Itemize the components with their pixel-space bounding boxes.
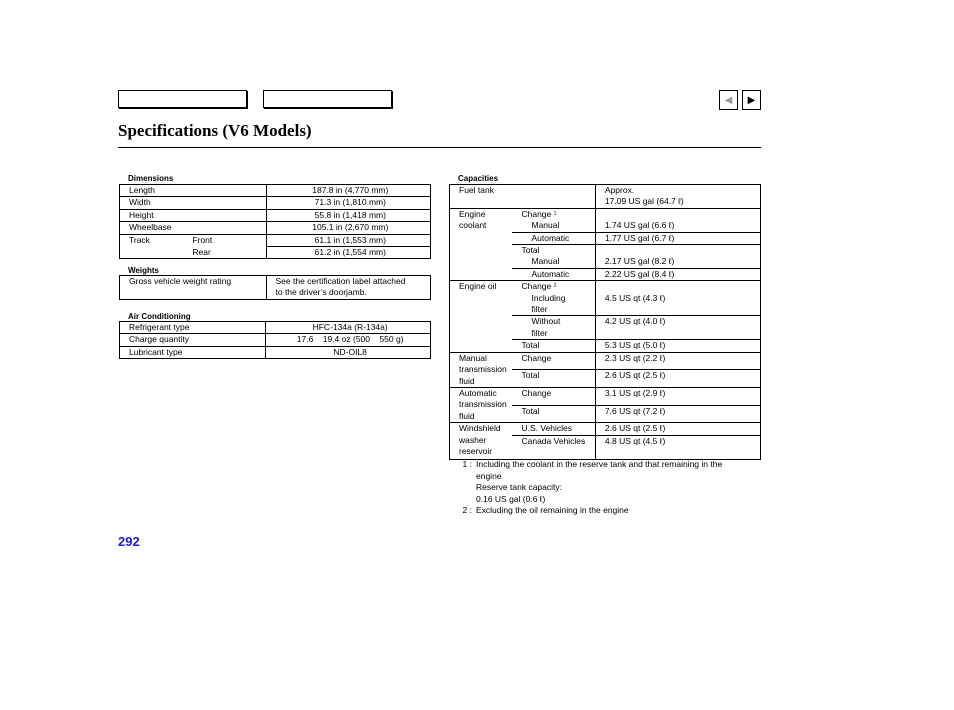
row-value: ND-OIL8	[266, 346, 431, 358]
footnote-line: engine	[476, 470, 502, 481]
page-number: 292	[118, 534, 140, 549]
row-label: Refrigerant type	[120, 322, 266, 334]
table-row	[120, 234, 431, 246]
row-value: 4.5 US qt (4.3 ℓ)	[595, 281, 760, 316]
row-sublabel: Change	[512, 352, 595, 370]
table-row	[450, 281, 761, 316]
table-row	[450, 423, 761, 435]
footnote-text	[476, 459, 766, 505]
manual-label: Manual	[531, 256, 560, 267]
row-value: 55.8 in (1,418 mm)	[266, 209, 430, 221]
row-value: 4.2 US qt (4.0 ℓ)	[595, 316, 760, 340]
label-line: fluid	[459, 375, 475, 386]
row-value	[595, 185, 760, 209]
table-row	[120, 322, 431, 334]
dimensions-heading: Dimensions	[128, 174, 174, 183]
label-line: fluid	[459, 410, 475, 421]
row-sublabel	[512, 245, 595, 269]
row-sublabel	[512, 208, 595, 232]
row-sublabel	[512, 232, 595, 244]
filter-label: filter	[531, 304, 548, 315]
nav-tab-1[interactable]	[118, 90, 247, 108]
table-row	[450, 185, 761, 209]
row-value: 17.6 19.4 oz (500 550 g)	[266, 334, 431, 346]
row-label: Charge quantity	[120, 334, 266, 346]
footnote-mark: 1	[553, 210, 557, 217]
table-row	[120, 222, 431, 234]
row-value: 61.2 in (1,554 mm)	[266, 247, 430, 259]
footnote-number: 2 :	[462, 505, 472, 515]
row-label: Track	[120, 234, 184, 259]
row-sublabel	[512, 281, 595, 316]
dimensions-table	[119, 184, 431, 259]
capacities-table	[449, 184, 761, 460]
row-label	[450, 387, 513, 422]
label-line: transmission	[459, 399, 507, 410]
row-label: Engine oil	[450, 281, 513, 352]
right-triangle-icon: ▶	[747, 94, 756, 106]
air-conditioning-table	[119, 321, 431, 359]
table-row	[450, 352, 761, 370]
footnote-line: Including the coolant in the reserve tank and that remaining in the	[476, 459, 723, 469]
footnote-mark: 2	[553, 283, 557, 290]
value-line: Approx.	[604, 185, 635, 195]
label-line: coolant	[459, 220, 487, 231]
row-value: HFC-134a (R-134a)	[266, 322, 431, 334]
value-line: See the certification label attached	[275, 276, 406, 286]
row-value: 2.6 US qt (2.5 ℓ)	[595, 423, 760, 435]
row-value: 2.6 US qt (2.5 ℓ)	[595, 370, 760, 388]
row-value: 1.74 US gal (6.6 ℓ)	[595, 208, 760, 232]
row-value: 1.77 US gal (6.7 ℓ)	[595, 232, 760, 244]
footnote-line: Excluding the oil remaining in the engine	[476, 505, 629, 515]
row-label: Width	[120, 197, 267, 209]
row-label	[450, 352, 513, 387]
label-line: transmission	[459, 364, 507, 375]
automatic-label: Automatic	[531, 268, 570, 279]
footnote-line: 0.16 US gal (0.6 ℓ)	[476, 493, 546, 504]
row-sublabel: Total	[512, 370, 595, 388]
label-line: reservoir	[459, 445, 493, 456]
without-label: Without	[531, 316, 561, 327]
row-sublabel: Total	[512, 340, 595, 352]
footnote-number: 1 :	[462, 459, 472, 469]
row-value: 2.3 US qt (2.2 ℓ)	[595, 352, 760, 370]
value-line: 17.09 US gal (64.7 ℓ)	[604, 196, 684, 207]
change-label: Change	[521, 281, 552, 292]
row-label: Wheelbase	[120, 222, 267, 234]
row-sublabel: Change	[512, 387, 595, 405]
row-value: 2.22 US gal (8.4 ℓ)	[595, 268, 760, 280]
row-label-spacer	[450, 245, 513, 281]
row-value: 3.1 US qt (2.9 ℓ)	[595, 387, 760, 405]
row-value: 61.1 in (1,553 mm)	[266, 234, 430, 246]
page-title: Specifications (V6 Models)	[118, 121, 312, 140]
table-row	[120, 209, 431, 221]
row-sublabel: Rear	[183, 247, 266, 259]
footnote-text	[476, 505, 766, 517]
capacities-heading: Capacities	[458, 174, 499, 183]
table-row	[120, 197, 431, 209]
row-value: 7.6 US qt (7.2 ℓ)	[595, 405, 760, 423]
row-label: Gross vehicle weight rating	[120, 276, 267, 300]
label-line: Manual	[459, 352, 487, 363]
row-sublabel	[512, 268, 595, 280]
label-line: Automatic	[459, 387, 497, 398]
footnote-2	[458, 505, 768, 519]
row-label: Height	[120, 209, 267, 221]
label-line: Engine	[459, 208, 486, 219]
row-sublabel: Front	[183, 234, 266, 246]
weights-table	[119, 275, 431, 300]
footnote-line: Reserve tank capacity:	[476, 482, 562, 492]
row-label: Length	[120, 185, 267, 197]
row-sublabel: U.S. Vehicles	[512, 423, 595, 435]
row-sublabel	[512, 316, 595, 340]
left-triangle-icon: ◀	[724, 94, 733, 106]
row-value: 2.17 US gal (8.2 ℓ)	[595, 245, 760, 269]
next-page-button[interactable]	[742, 90, 761, 110]
label-line: washer	[459, 434, 487, 445]
filter-label: filter	[531, 327, 548, 338]
row-label	[450, 208, 513, 244]
air-conditioning-heading: Air Conditioning	[128, 312, 191, 321]
including-label: Including	[531, 292, 566, 303]
table-row	[450, 208, 761, 232]
change-label: Change	[521, 208, 552, 219]
table-row	[450, 387, 761, 405]
row-value: 5.3 US qt (5.0 ℓ)	[595, 340, 760, 352]
table-row	[120, 346, 431, 358]
row-label: Fuel tank	[450, 185, 596, 209]
row-sublabel: Total	[512, 405, 595, 423]
footnote-1	[458, 459, 768, 507]
table-row	[120, 334, 431, 346]
row-label	[450, 423, 513, 459]
automatic-label: Automatic	[531, 232, 570, 243]
table-row	[450, 245, 761, 269]
row-value: 187.8 in (4,770 mm)	[266, 185, 430, 197]
row-sublabel: Canada Vehicles	[512, 435, 595, 459]
table-row	[120, 185, 431, 197]
label-line: Windshield	[459, 423, 501, 434]
weights-heading: Weights	[128, 266, 159, 275]
row-label: Lubricant type	[120, 346, 266, 358]
manual-label: Manual	[531, 220, 560, 231]
row-value: 4.8 US qt (4.5 ℓ)	[595, 435, 760, 459]
prev-page-button[interactable]	[719, 90, 738, 110]
row-value: 71.3 in (1,810 mm)	[266, 197, 430, 209]
total-label: Total	[521, 245, 540, 256]
title-divider	[118, 147, 761, 148]
row-value: 105.1 in (2,670 mm)	[266, 222, 430, 234]
nav-tab-2[interactable]	[263, 90, 392, 108]
table-row	[120, 276, 431, 300]
value-line: to the driver’s doorjamb.	[275, 287, 367, 298]
row-value	[266, 276, 431, 300]
